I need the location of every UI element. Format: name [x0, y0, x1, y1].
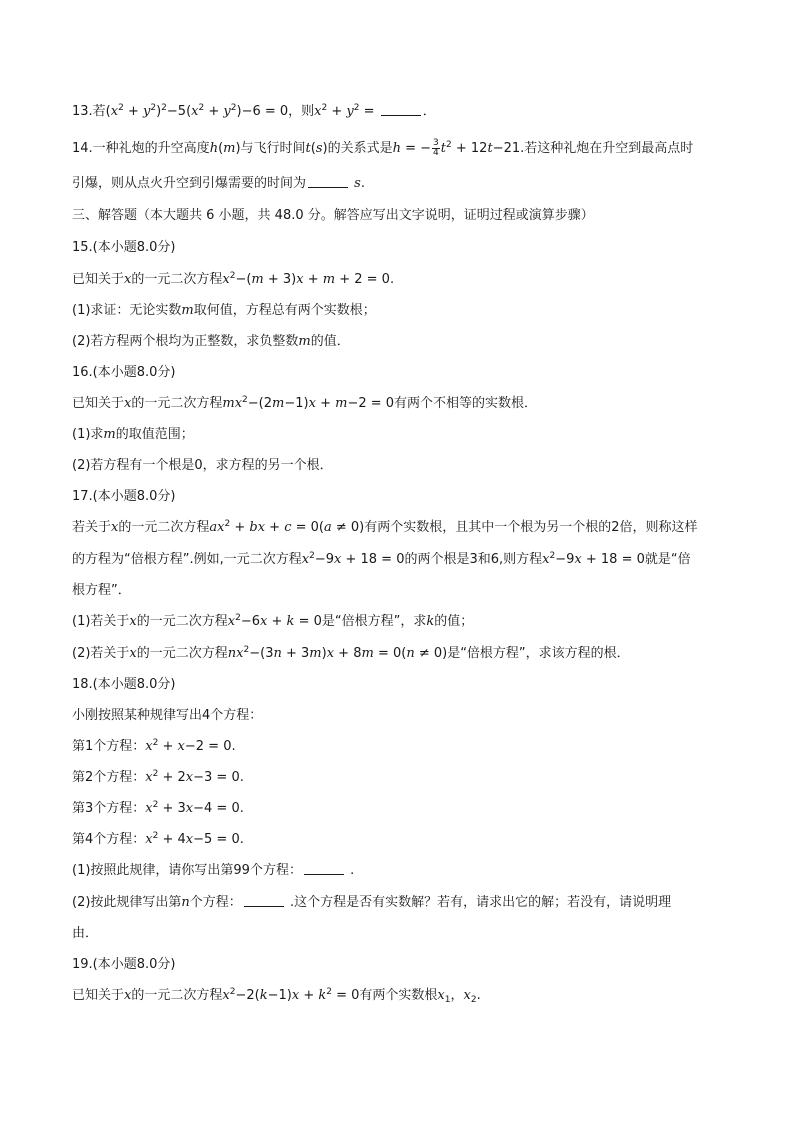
section-heading: 三、解答题（本大题共 6 小题，共 48.0 分。解答应写出文字说明，证明过程或演算步骤） [72, 208, 594, 223]
equation-2: 第2个方程：$x^2 + 2x-3 = 0$. [72, 769, 244, 785]
question-16-part1: (1)求m的取值范围； [72, 427, 194, 442]
answer-blank[interactable] [381, 103, 421, 116]
question-17-part1: (1)若关于x的一元二次方程$x^2-6x + k = 0$是“倍根方程”，求k的值； [72, 613, 474, 629]
question-17-stem-cont: 的方程为“倍根方程”.例如,一元二次方程$x^2-9x + 18 = 0$的两个根是3和6,则方程$x^2-9x + 18 = 0$就是“倍 [72, 551, 691, 567]
question-18-part2-end: 由． [72, 926, 99, 941]
question-15-part2: (2)若方程两个根均为正整数，求负整数m的值． [72, 334, 350, 349]
question-17-stem: 若关于x的一元二次方程$ax^2$ + bx + c = 0(a ≠ 0)有两个实数根，且其中一个根为另一个根的2倍，则称这样 [72, 519, 698, 535]
answer-blank[interactable] [244, 894, 284, 907]
question-13: 13.若$(x^2 + y^2)^2-5(x^2 + y^2)-6 = 0$，则$x^2 + y^2$ = ． [72, 103, 436, 119]
question-16-stem: 已知关于x的一元二次方程$mx^2-(2m-1)x + m-2 = 0$有两个不相等的实数根． [72, 395, 538, 411]
equation-1: 第1个方程：$x^2 + x-2 = 0$. [72, 738, 236, 754]
question-14: 14.一种礼炮的升空高度h(m)与飞行时间t(s)的关系式是h = − $\frac{3}{4}$ $t^2 + 12t-21$.若这种礼炮在升空到最高点时 [72, 138, 694, 158]
question-17-stem-end: 根方程”． [72, 583, 131, 598]
question-18-part2: (2)按此规律写出第n个方程： .这个方程是否有实数解？若有，请求出它的解；若没有，请说明理 [72, 895, 672, 910]
equation-3: 第3个方程：$x^2 + 3x-4 = 0$. [72, 800, 244, 816]
question-17-part2: (2)若关于x的一元二次方程$nx^2-(3n + 3m)x + 8m = 0(n \ne 0)$是“倍根方程”，求该方程的根． [72, 645, 630, 661]
question-19-stem: 已知关于x的一元二次方程$x^2-2(k-1)x + k^2 = 0$有两个实数根$x_1$，$x_2$. [72, 987, 481, 1005]
equation-4: 第4个方程：$x^2 + 4x-5 = 0$. [72, 831, 244, 847]
question-15-part1: (1)求证：无论实数m取何值，方程总有两个实数根； [72, 303, 376, 318]
question-17-header: 17.(本小题8.0分) [72, 489, 176, 504]
question-18-header: 18.(本小题8.0分) [72, 677, 176, 692]
question-19-header: 19.(本小题8.0分) [72, 957, 176, 972]
question-15-stem: 已知关于x的一元二次方程$x^2-(m + 3)x + m + 2 = 0$. [72, 271, 395, 287]
question-16-header: 16.(本小题8.0分) [72, 365, 176, 380]
question-18-stem: 小刚按照某种规律写出4个方程： [72, 708, 263, 723]
answer-blank[interactable] [304, 862, 344, 875]
question-14-cont: 引爆，则从点火升空到引爆需要的时间为 s. [72, 176, 365, 191]
question-18-part1: (1)按照此规律，请你写出第99个方程： . [72, 863, 355, 878]
question-16-part2: (2)若方程有一个根是0，求方程的另一个根． [72, 458, 333, 473]
answer-blank[interactable] [308, 175, 348, 188]
question-15-header: 15.(本小题8.0分) [72, 240, 176, 255]
